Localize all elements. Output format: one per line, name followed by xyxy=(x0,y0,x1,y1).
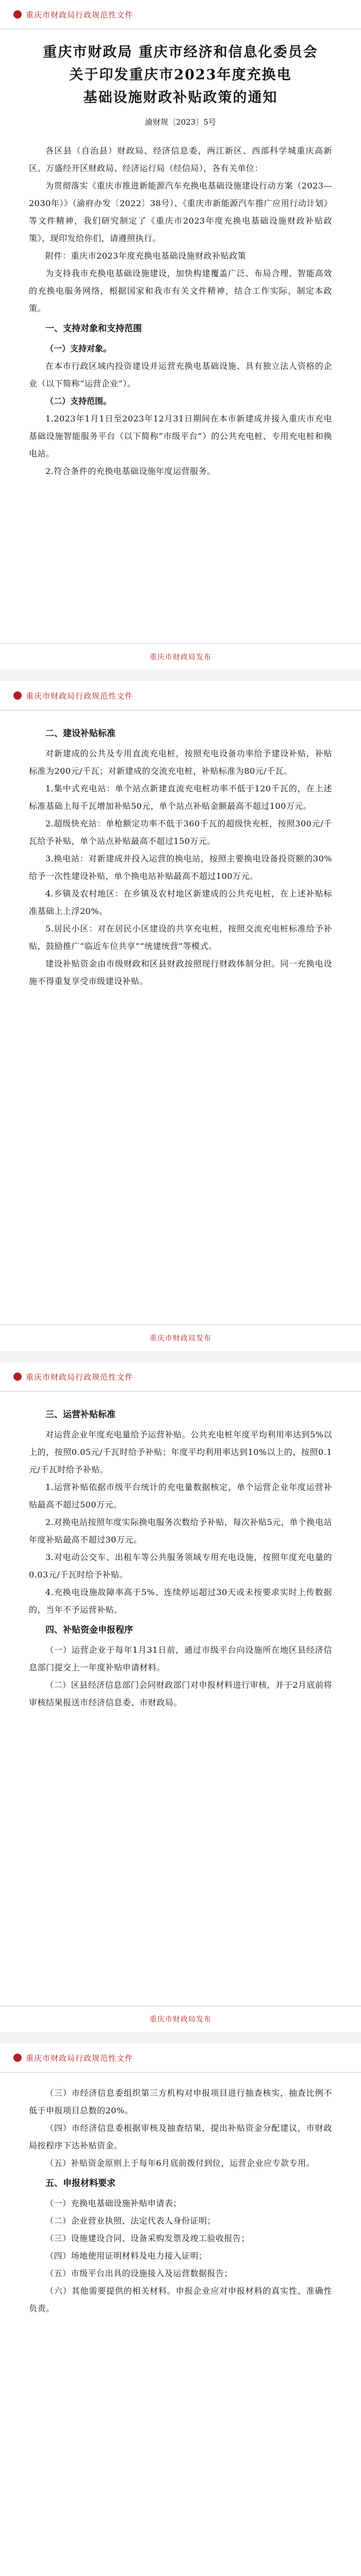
page-content xyxy=(29,41,332,480)
paragraph: 4.充换电设施故障率高于5%、连续停运超过30天或未按要求实时上传数据的，当年不予运营补贴。 xyxy=(29,1587,332,1615)
paragraph: 2.符合条件的充换电基础设施年度运营服务。 xyxy=(45,466,216,476)
page-content xyxy=(29,2084,332,2317)
paragraph: 为贯彻落实《重庆市推进新能源汽车充换电基础设施建设行动方案（2023—2030年）》（渝府办发〔2022〕38号）、《重庆市新能源汽车推广应用行动计划》等文件精神，我们研究制定了《重庆市2023年度充换电基础设施财政补贴政策》，现印发给你们，请遵照执行。 xyxy=(29,181,332,243)
paragraph: 5.居民小区：对在居民小区建设的共享充电桩，按照交流充电桩标准给予补贴，鼓励推广“临近车位共享”“统建统营”等模式。 xyxy=(29,924,332,951)
paragraph: （一）充换电基础设施补贴申请表； xyxy=(45,2198,182,2208)
page-footer-label: 重庆市财政局发布 xyxy=(150,2015,211,2024)
paragraph: （五）补贴资金原则上于每年6月底前拨付到位，运营企业应专款专用。 xyxy=(45,2158,315,2168)
paragraph: （五）市级平台出具的设施接入及运营数据报告； xyxy=(45,2268,233,2278)
section-heading: 四、补贴资金申报程序 xyxy=(45,1625,133,1635)
paragraph: 各区县（自治县）财政局、经济信息委，两江新区、西部科学城重庆高新区、万盛经开区财政局、经济运行局（经信局），各有关单位： xyxy=(29,146,332,173)
section-heading: 三、运营补贴标准 xyxy=(45,1410,116,1420)
paragraph: （四）市经济信息委根据审核及抽查结果，提出补贴资金分配建议，市财政局按程序下达补贴资金。 xyxy=(29,2123,332,2150)
section-heading: 二、建设补贴标准 xyxy=(45,728,116,739)
document-title-line: 关于印发重庆市2023年度充换电 xyxy=(69,67,292,83)
page-footer-label: 重庆市财政局发布 xyxy=(150,653,211,662)
document-page xyxy=(0,0,361,670)
paragraph: 建设补贴资金由市级财政和区县财政按照现行财政体制分担。同一充换电设施不得重复享受市级建设补贴。 xyxy=(29,959,332,986)
document-page xyxy=(0,681,361,1351)
paragraph: 1.运营补贴依据市级平台统计的充电量数据核定，单个运营企业年度运营补贴最高不超过500万元。 xyxy=(29,1482,332,1510)
paragraph: （二）区县经济信息部门会同财政部门对申报材料进行审核，并于2月底前将审核结果报送市经济信息委、市财政局。 xyxy=(29,1680,332,1707)
page-header xyxy=(0,0,361,29)
page-header xyxy=(0,681,361,710)
section-heading: 一、支持对象和支持范围 xyxy=(45,324,142,334)
seal-icon xyxy=(13,2054,22,2062)
paragraph: 3.换电站：对新建成并投入运营的换电站，按照主要换电设备投资额的30%给予一次性建设补贴，单个换电站补贴最高不超过100万元。 xyxy=(29,854,332,881)
document-page xyxy=(0,2043,361,2576)
seal-icon xyxy=(13,10,22,19)
page-header-label: 重庆市财政局行政规范性文件 xyxy=(26,10,134,20)
section-heading: （一）支持对象。 xyxy=(45,344,112,353)
paragraph: （二）企业营业执照、法定代表人身份证明； xyxy=(45,2216,216,2226)
page-footer xyxy=(0,2006,361,2032)
paragraph: 1.2023年1月1日至2023年12月31日期间在本市新建成并接入重庆市充电基础设施智能服务平台（以下简称“市级平台”）的公共充电桩、专用充电桩和换电站。 xyxy=(29,414,332,459)
seal-icon xyxy=(13,1372,22,1381)
paragraph: 3.对电动公交车、出租车等公共服务领域专用充电设施，按照年度充电量的0.03元/千瓦时给予补贴。 xyxy=(29,1552,332,1580)
paragraph: 1.集中式充电站：单个站点新建直流充电桩功率不低于120千瓦的，在上述标准基础上每千瓦增加补贴50元，单个站点补贴金额最高不超过100万元。 xyxy=(29,784,332,811)
paragraph: （六）其他需要提供的相关材料。申报企业应对申报材料的真实性、准确性负责。 xyxy=(29,2286,332,2313)
paragraph: 4.乡镇及农村地区：在乡镇及农村地区新建成的公共充电桩，在上述补贴标准基础上上浮20%。 xyxy=(29,889,332,916)
paragraph: 附件：重庆市2023年度充换电基础设施财政补贴政策 xyxy=(45,251,247,261)
page-header xyxy=(0,2043,361,2073)
document-page xyxy=(0,1362,361,2032)
page-footer xyxy=(0,643,361,670)
document-number: 渝财规〔2023〕5号 xyxy=(145,117,216,127)
section-heading: （二）支持范围。 xyxy=(45,396,112,406)
document-title-line: 基础设施财政补贴政策的通知 xyxy=(83,90,278,106)
paragraph: 对运营企业年度充电量给予运营补贴。公共充电桩年度平均利用率达到5%以上的，按照0.05元/千瓦时给予补贴；年度平均利用率达到10%以上的，按照0.1元/千瓦时给予补贴。 xyxy=(29,1430,332,1475)
page-header-label: 重庆市财政局行政规范性文件 xyxy=(26,691,134,701)
paragraph: 对新建成的公共及专用直流充电桩，按照充电设备功率给予建设补贴，补贴标准为200元/千瓦；对新建成的交流充电桩，补贴标准为80元/千瓦。 xyxy=(29,749,332,776)
page-footer-label: 重庆市财政局发布 xyxy=(150,1334,211,1343)
paragraph: 2.对换电站按照年度实际换电服务次数给予补贴，每次补贴5元，单个换电站年度补贴最高不超过30万元。 xyxy=(29,1517,332,1545)
section-heading: 五、申报材料要求 xyxy=(45,2178,116,2189)
paragraph: 为支持我市充换电基础设施建设，加快构建覆盖广泛、布局合理、智能高效的充换电服务网络，根据国家和我市有关文件精神，结合工作实际，制定本政策。 xyxy=(29,268,332,313)
page-header-label: 重庆市财政局行政规范性文件 xyxy=(26,2053,134,2063)
page-content xyxy=(29,722,332,990)
paragraph: （一）运营企业于每年1月31日前，通过市级平台向设施所在地区县经济信息部门提交上一年度补贴申请材料。 xyxy=(29,1645,332,1672)
document-title-line: 重庆市财政局 重庆市经济和信息化委员会 xyxy=(43,44,318,60)
paragraph: 2.超级快充站：单枪额定功率不低于360千瓦的超级快充桩，按照300元/千瓦给予补贴，单个站点补贴最高不超过150万元。 xyxy=(29,819,332,846)
page-header-label: 重庆市财政局行政规范性文件 xyxy=(26,1372,134,1382)
paragraph: （三）设施建设合同、设备采购发票及竣工验收报告； xyxy=(45,2233,250,2243)
paragraph: （四）场地使用证明材料及电力接入证明； xyxy=(45,2251,207,2261)
page-footer xyxy=(0,1325,361,1351)
paragraph: （三）市经济信息委组织第三方机构对申报项目进行抽查核实，抽查比例不低于申报项目总数的20%。 xyxy=(29,2088,332,2115)
page-content xyxy=(29,1403,332,1711)
page-header xyxy=(0,1362,361,1392)
paragraph: 在本市行政区域内投资建设并运营充换电基础设施、具有独立法人资格的企业（以下简称“运营企业”）。 xyxy=(29,361,332,388)
seal-icon xyxy=(13,691,22,700)
